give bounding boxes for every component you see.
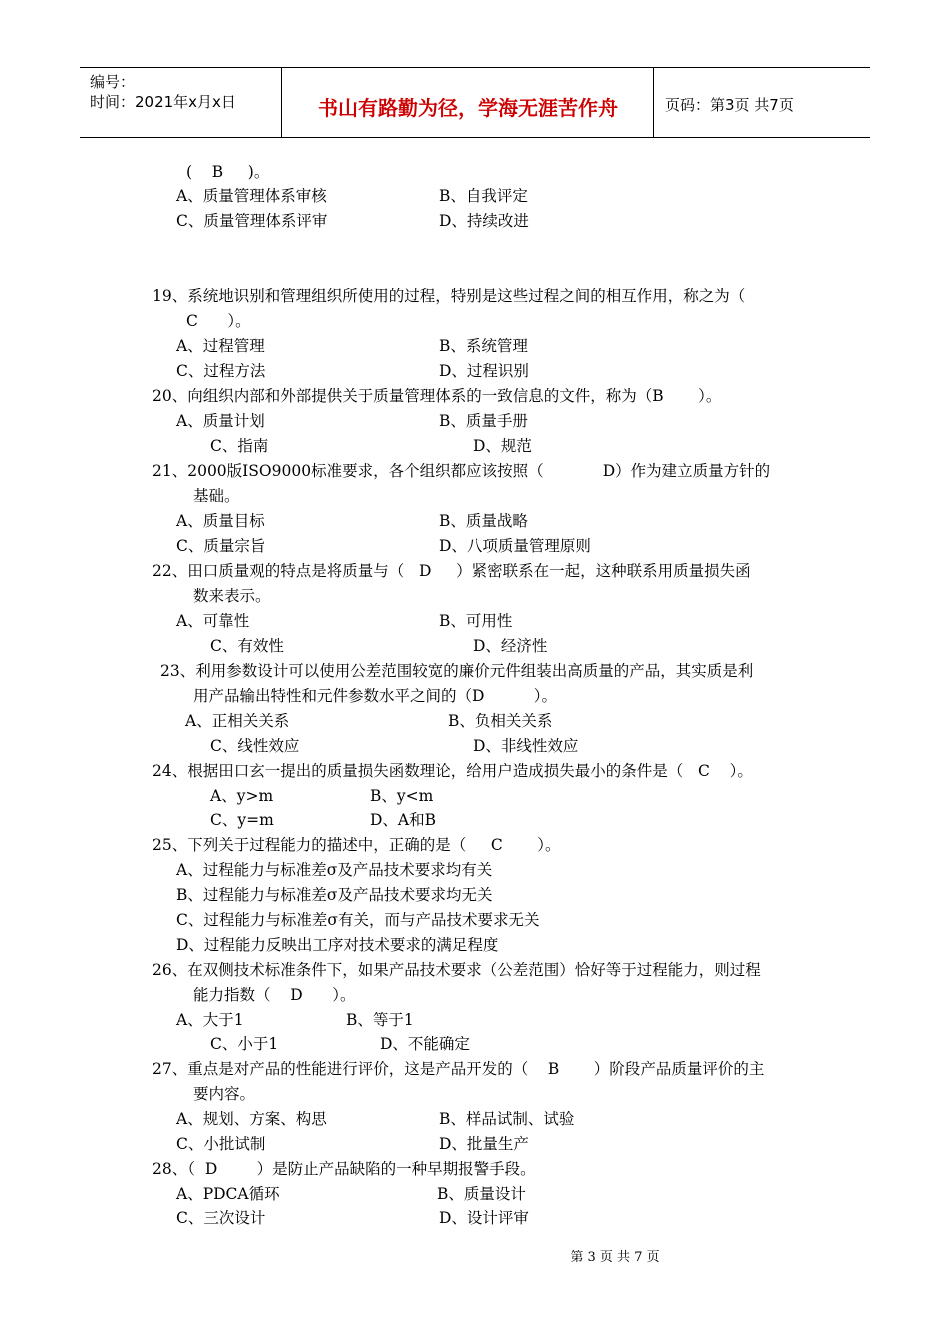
option: D、过程能力反映出工序对技术要求的满足程度 [176,936,499,954]
question-22: 22、田口质量观的特点是将质量与（ D ）紧密联系在一起，这种联系用质量损失函 [152,562,751,580]
question-23: 23、利用参数设计可以使用公差范围较宽的廉价元件组装出高质量的产品，其实质是利 [160,662,754,680]
option: A、过程能力与标准差σ及产品技术要求均有关 [176,861,493,879]
option: D、A和B [370,811,437,829]
option: A、质量目标 [176,512,265,530]
option: D、规范 [473,437,532,455]
option: B、样品试制、试验 [439,1110,575,1128]
option: B、质量设计 [437,1185,526,1203]
page-footer: 第 3 页 共 7 页 [570,1250,660,1265]
question-24: 24、根据田口玄一提出的质量损失函数理论，给用户造成损失最小的条件是（ C ）。 [152,762,753,780]
option: A、PDCA循环 [176,1185,280,1203]
question-21: 21、2000版ISO9000标准要求，各个组织都应该按照（ D）作为建立质量方针的 [152,462,771,480]
option: A、正相关关系 [185,712,290,730]
question-19: 19、系统地识别和管理组织所使用的过程，特别是这些过程之间的相互作用，称之为（ [152,287,746,305]
question-28: 28、（ D ）是防止产品缺陷的一种早期报警手段。 [152,1160,536,1178]
option: A、质量管理体系审核 [176,187,327,205]
option: A、过程管理 [176,337,265,355]
question-continuation: C ）。 [186,312,251,330]
question-continuation: 数来表示。 [193,587,271,605]
page-header [80,67,870,138]
option: B、质量手册 [439,412,528,430]
option: B、y<m [370,787,434,805]
question-25: 25、下列关于过程能力的描述中，正确的是（ C ）。 [152,836,561,854]
option: A、质量计划 [176,412,265,430]
option: D、不能确定 [380,1035,470,1053]
option: B、负相关关系 [448,712,553,730]
header-meta [90,72,236,112]
option: B、可用性 [439,612,513,630]
option: C、线性效应 [210,737,300,755]
option: C、过程能力与标准差σ有关，而与产品技术要求无关 [176,911,540,929]
option: C、小于1 [210,1035,279,1053]
option: D、八项质量管理原则 [439,537,591,555]
option: A、规划、方案、构思 [176,1110,327,1128]
question-20: 20、向组织内部和外部提供关于质量管理体系的一致信息的文件，称为（B ）。 [152,387,722,405]
header-motto: 书山有路勤为径，学海无涯苦作舟 [318,96,618,120]
option: A、大于1 [176,1011,244,1029]
question-continuation: 能力指数（ D ）。 [193,986,356,1004]
header-page-info: 页码：第3页 共7页 [665,96,794,114]
option: C、三次设计 [176,1209,266,1227]
number-label: 编号： [90,73,136,91]
option: C、有效性 [210,637,284,655]
option: A、y>m [210,787,274,805]
option: B、等于1 [346,1011,414,1029]
option: B、自我评定 [439,187,528,205]
question-26: 26、在双侧技术标准条件下，如果产品技术要求（公差范围）恰好等于过程能力，则过程 [152,961,761,979]
option: A、可靠性 [176,612,250,630]
option: C、过程方法 [176,362,266,380]
option: C、y=m [210,811,274,829]
option: B、过程能力与标准差σ及产品技术要求均无关 [176,886,493,904]
question-27: 27、重点是对产品的性能进行评价，这是产品开发的（ B ）阶段产品质量评价的主 [152,1060,765,1078]
option: D、非线性效应 [473,737,579,755]
option: D、设计评审 [439,1209,529,1227]
question-continuation: 要内容。 [193,1085,256,1103]
option: D、经济性 [473,637,548,655]
question-continuation: 基础。 [193,487,240,505]
option: B、系统管理 [439,337,528,355]
answer-line: ( B )。 [186,163,270,181]
option: C、小批试制 [176,1135,266,1153]
option: D、持续改进 [439,212,529,230]
option: D、过程识别 [439,362,529,380]
option: C、质量宗旨 [176,537,266,555]
option: D、批量生产 [439,1135,529,1153]
option: C、质量管理体系评审 [176,212,328,230]
option: C、指南 [210,437,269,455]
time-label: 时间：2021年x月x日 [90,93,236,111]
question-continuation: 用产品输出特性和元件参数水平之间的（D ）。 [193,687,557,705]
option: B、质量战略 [439,512,528,530]
